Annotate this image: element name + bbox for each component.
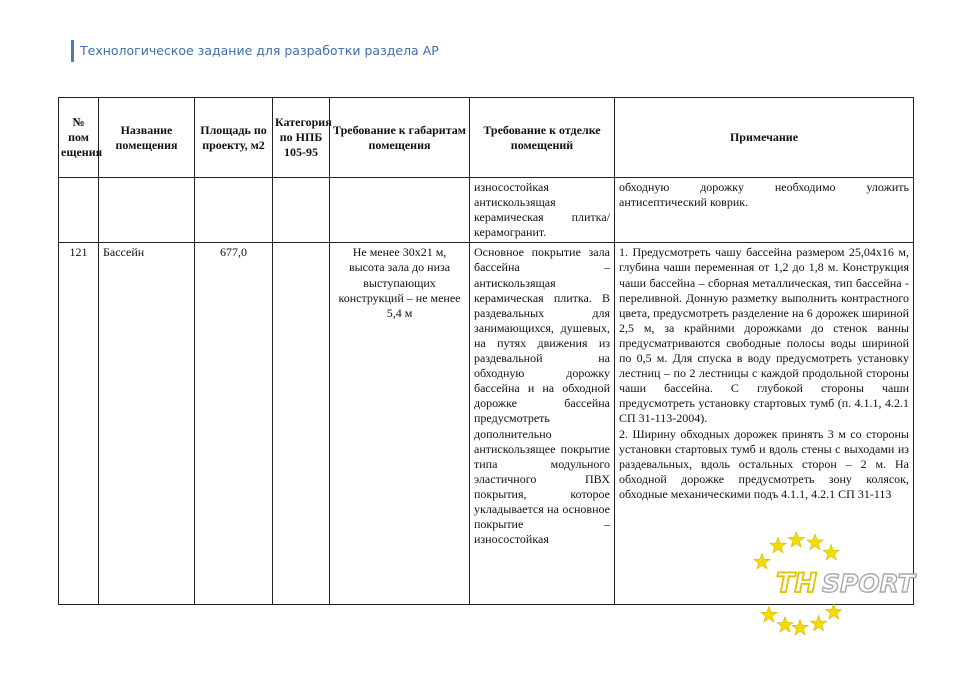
cell-dimensions: Не менее 30х21 м, высота зала до низа выступающих конструкций – не менее 5,4 м [330, 243, 470, 605]
cell-dimensions [330, 178, 470, 243]
col-header-number: № пом ещения [59, 98, 99, 178]
table-header [59, 98, 914, 178]
cell-note: обходную дорожку необходимо уложить антисептический коврик. [615, 178, 914, 243]
page-header-title: Технологическое задание для разработки раздела АР [80, 43, 439, 58]
cell-number [59, 178, 99, 243]
cell-category [273, 243, 330, 605]
star-icon [761, 606, 778, 622]
page-header [71, 40, 439, 62]
col-header-finish: Требование к отделке помещений [470, 98, 615, 178]
watermark-logo: TH [776, 568, 818, 599]
star-icon [810, 615, 827, 631]
star-icon [825, 604, 842, 620]
star-icon [777, 617, 794, 633]
cell-number: 121 [59, 243, 99, 605]
cell-finish: износостойкая антискользящая керамическая плитка/керамогранит. [470, 178, 615, 243]
col-header-note: Примечание [615, 98, 914, 178]
cell-area: 677,0 [195, 243, 273, 605]
col-header-area: Площадь по проекту, м2 [195, 98, 273, 178]
col-header-name: Название помещения [99, 98, 195, 178]
cell-note [615, 243, 914, 605]
table-row [59, 243, 914, 605]
col-header-dimensions: Требование к габаритам помещения [330, 98, 470, 178]
cell-name: Бассейн [99, 243, 195, 605]
note-paragraph-1: 1. Предусмотреть чашу бассейна размером 25,04х16 м, глубина чаши переменная от 1,2 до 1,8 м. Конструкция чаши бассейна – сборная металлическая, тип бассейна - переливной. Донную разметку выполнить контрастного цвета, предусмотреть разделение на 6 дорожек шириной 2,5 м, за крайними дорожками до стенок ванны предусматриваются свободные полосы воды шириной по 0,5 м. Для спуска в воду предусмотреть установку лестниц – по 2 лестницы с каждой продольной стороны чаши бассейна. С глубокой стороны чаши предусмотреть установку стартовых тумб (п. 4.1.1, 4.2.1 СП 31-113-2004). [619, 245, 909, 426]
col-header-category: Категория по НПБ 105-95 [273, 98, 330, 178]
requirements-table [58, 97, 914, 605]
cell-category [273, 178, 330, 243]
cell-name [99, 178, 195, 243]
cell-area [195, 178, 273, 243]
table-row [59, 178, 914, 243]
star-icon [792, 619, 809, 635]
note-paragraph-2: 2. Ширину обходных дорожек принять 3 м со стороны установки стартовых тумб и вдоль стены с выходами из раздевальных, вдоль остальных сторон – 2 м. На обходной дорожке предусмотреть зону колясок, обходные механическими подъ 4.1.1, 4.2.1 СП 31-113 [619, 426, 909, 501]
cell-finish: Основное покрытие зала бассейна – антискользящая керамическая плитка. В раздевальных для занимающихся, душевых, на путях движения из раздевальной на обходную дорожку бассейна и на обходной дорожке бассейна предусмотреть дополнительно антискользящее покрытие типа модульного эластичного ПВХ покрытия, которое укладывается на основное покрытие – износостойкая [470, 243, 615, 605]
watermark-brand: SPORT [822, 569, 915, 598]
